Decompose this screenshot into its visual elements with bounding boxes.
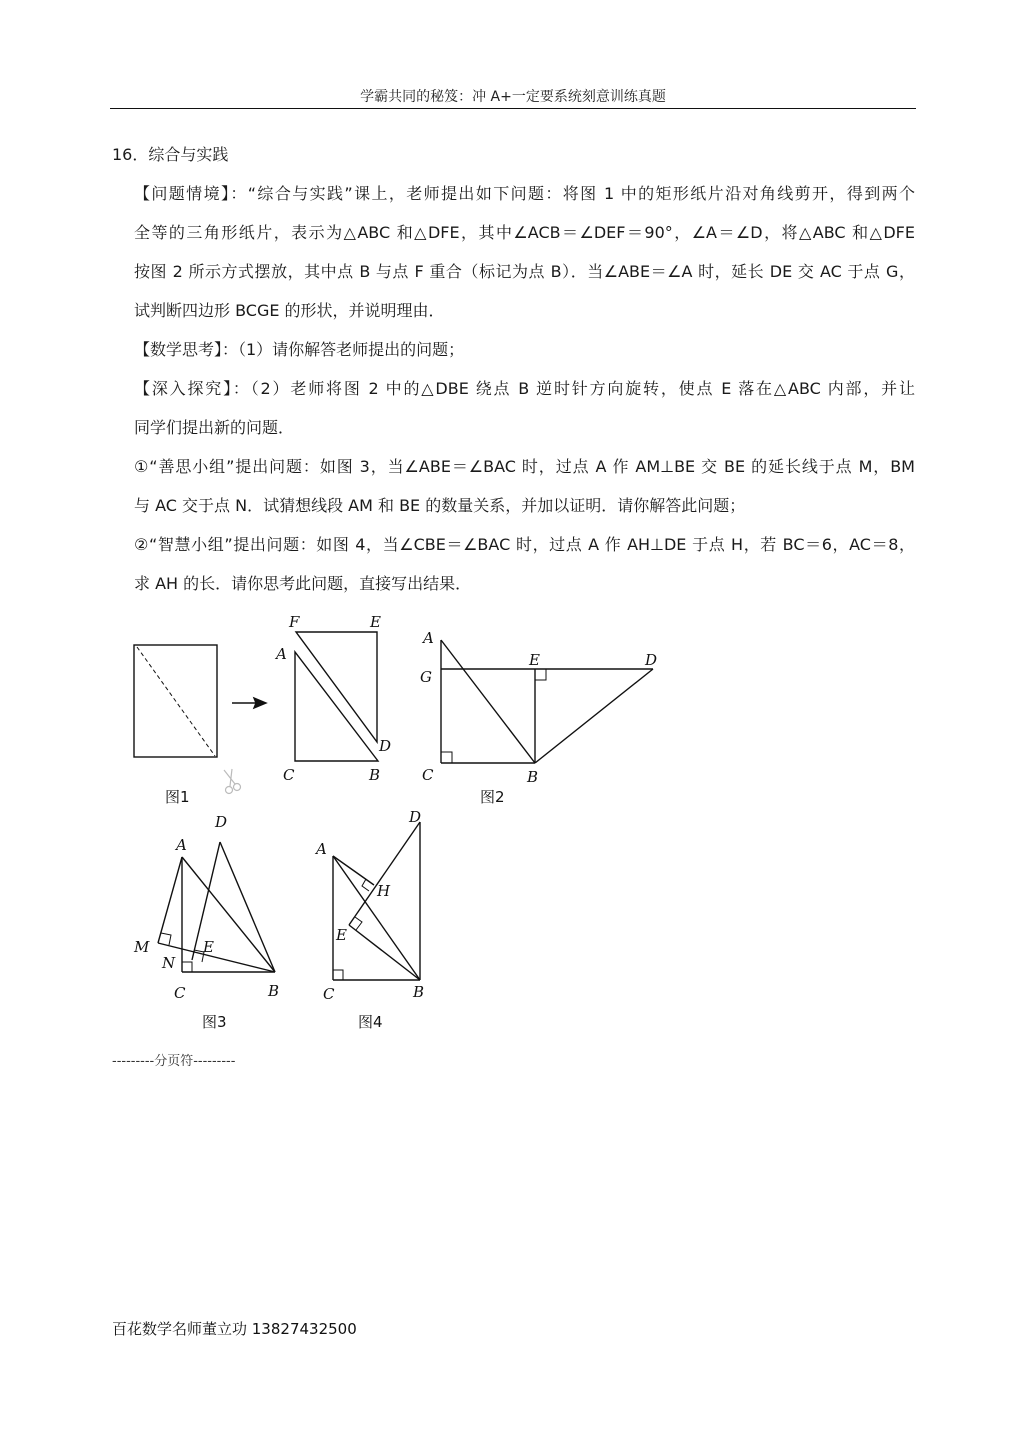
label-A: A xyxy=(176,836,187,854)
question-line: 与 AC 交于点 N．试猜想线段 AM 和 BE 的数量关系，并加以证明．请你解答此问题； xyxy=(134,496,746,515)
label-B: B xyxy=(268,982,280,1000)
question-line: ②“智慧小组”提出问题：如图 4，当∠CBE＝∠BAC 时，过点 A 作 AH⊥DE 于点 H，若 BC＝6，AC＝8， xyxy=(134,535,915,554)
label-N: N xyxy=(162,954,176,972)
label-E: E xyxy=(336,926,347,944)
caption-fig2: 图2 xyxy=(480,788,505,806)
question-line: ①“善思小组”提出问题：如图 3，当∠ABE＝∠BAC 时，过点 A 作 AM⊥BE 交 BE 的延长线于点 M，BM xyxy=(134,457,915,476)
label-E: E xyxy=(529,651,540,669)
label-C: C xyxy=(174,984,186,1002)
cut-line xyxy=(137,647,215,756)
label-E: E xyxy=(370,613,381,631)
caption-fig4: 图4 xyxy=(358,1013,383,1031)
label-D: D xyxy=(409,808,422,826)
label-A: A xyxy=(316,840,327,858)
label-H: H xyxy=(377,882,391,900)
question-line: 全等的三角形纸片，表示为△ABC 和△DFE，其中∠ACB＝∠DEF＝90°，∠A＝∠D，将△ABC 和△DFE xyxy=(134,223,915,242)
page-header: 学霸共同的秘笈：冲 A+一定要系统刻意训练真题 xyxy=(360,89,666,105)
label-C: C xyxy=(422,766,434,784)
label-E: E xyxy=(203,938,214,956)
page-break-marker: ---------分页符--------- xyxy=(112,1054,236,1069)
label-C: C xyxy=(323,985,335,1003)
label-B: B xyxy=(413,983,425,1001)
label-B: B xyxy=(369,766,381,784)
question-line: 同学们提出新的问题． xyxy=(134,418,295,437)
label-D: D xyxy=(379,737,392,755)
question-line: 试判断四边形 BCGE 的形状，并说明理由． xyxy=(134,301,445,320)
figure-2 xyxy=(420,629,657,806)
label-A: A xyxy=(423,629,434,647)
question-title: 16．综合与实践 xyxy=(112,145,229,164)
question-line: 按图 2 所示方式摆放，其中点 B 与点 F 重合（标记为点 B）．当∠ABE＝∠A 时，延长 DE 交 AC 于点 G， xyxy=(134,262,915,281)
question-line: 求 AH 的长．请你思考此问题，直接写出结果． xyxy=(134,574,472,593)
label-D: D xyxy=(215,813,228,831)
page-footer: 百花数学名师董立功 13827432500 xyxy=(112,1320,357,1338)
label-A: A xyxy=(276,645,287,663)
label-G: G xyxy=(420,668,432,686)
scissors-icon xyxy=(224,769,241,794)
figure-1 xyxy=(134,613,391,806)
label-B: B xyxy=(527,768,539,786)
label-M: M xyxy=(134,938,150,956)
figure-4 xyxy=(314,808,424,1031)
question-line: 【问题情境】：“综合与实践”课上，老师提出如下问题：将图 1 中的矩形纸片沿对角线剪开，得到两个 xyxy=(134,184,915,203)
triangle-dfe xyxy=(296,632,377,742)
question-line: 【数学思考】：（1）请你解答老师提出的问题； xyxy=(134,340,465,359)
question-line: 【深入探究】：（2）老师将图 2 中的△DBE 绕点 B 逆时针方向旋转，使点 E 落在△ABC 内部，并让 xyxy=(134,379,915,398)
triangle-abc xyxy=(295,652,378,761)
caption-fig3: 图3 xyxy=(202,1013,227,1031)
arrow-head xyxy=(254,698,266,708)
label-F: F xyxy=(289,613,300,631)
figure-3 xyxy=(133,813,279,1031)
caption-fig1: 图1 xyxy=(165,788,190,806)
label-D: D xyxy=(645,651,658,669)
label-C: C xyxy=(283,766,295,784)
